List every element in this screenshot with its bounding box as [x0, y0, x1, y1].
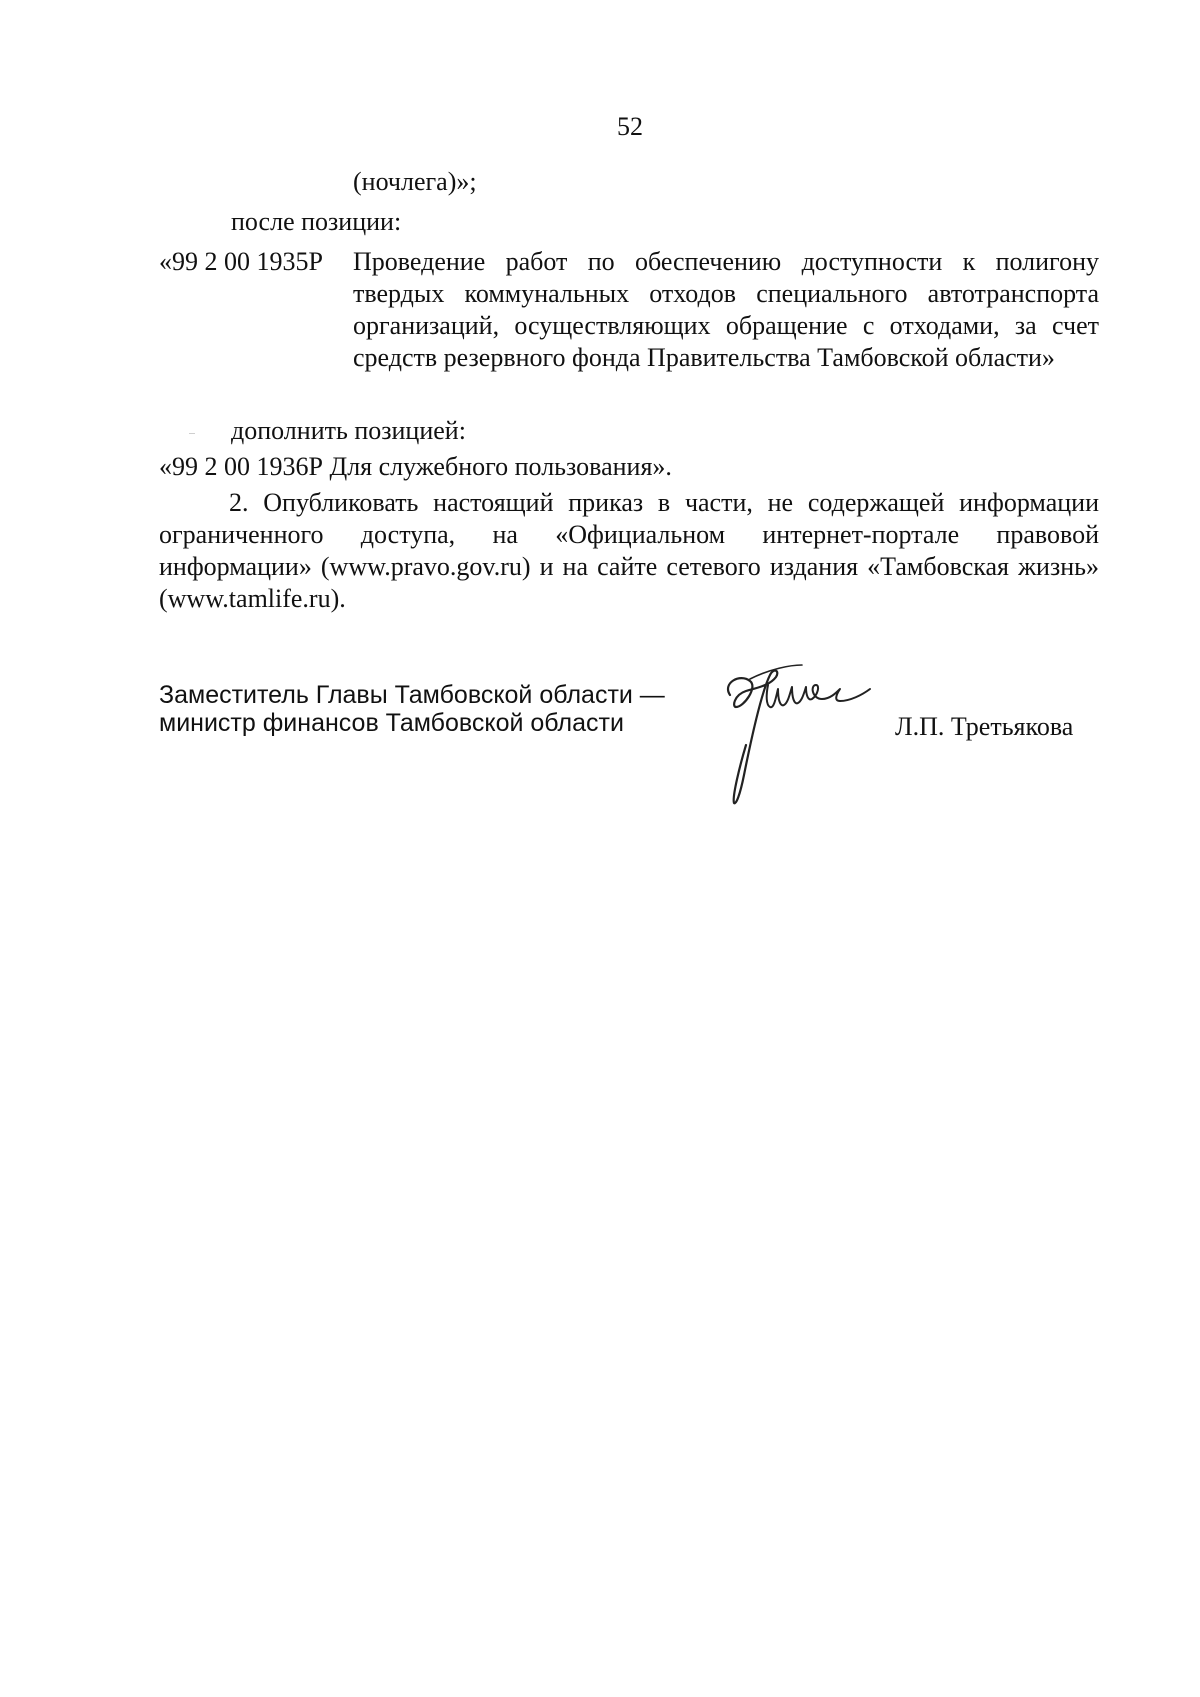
- text-line-nochlega: (ночлега)»;: [353, 167, 477, 196]
- signatory-position-line-2: министр финансов Тамбовской области: [159, 709, 624, 737]
- scan-artifact: [189, 433, 195, 434]
- position-code-1935: «99 2 00 1935Р: [159, 247, 323, 276]
- handwritten-signature: [710, 655, 890, 815]
- signatory-position-line-1: Заместитель Главы Тамбовской области —: [159, 681, 665, 709]
- signatory-position: [159, 681, 665, 737]
- paragraph-2: 2. Опубликовать настоящий приказ в части, не содержащей информации ограниченного доступа, на «Официальном интернет-портале правовой информации» (www.pravo.gov.ru) и на сайте сетевого издания «Тамбовская жизнь» (www.tamlife.ru).: [159, 488, 1099, 613]
- text-line-after-position: после позиции:: [231, 207, 402, 236]
- page-number: 52: [617, 112, 643, 141]
- signatory-name: Л.П. Третьякова: [895, 712, 1074, 741]
- position-line-1936: «99 2 00 1936Р Для служебного пользования».: [159, 452, 672, 481]
- position-text-1935: Проведение работ по обеспечению доступности к полигону твердых коммунальных отходов специального автотранспорта организаций, осуществляющих обращение с отходами, за счет средств резервного фонда Правительства Тамбовской области»: [353, 247, 1099, 372]
- text-line-add-position: дополнить позицией:: [231, 416, 466, 445]
